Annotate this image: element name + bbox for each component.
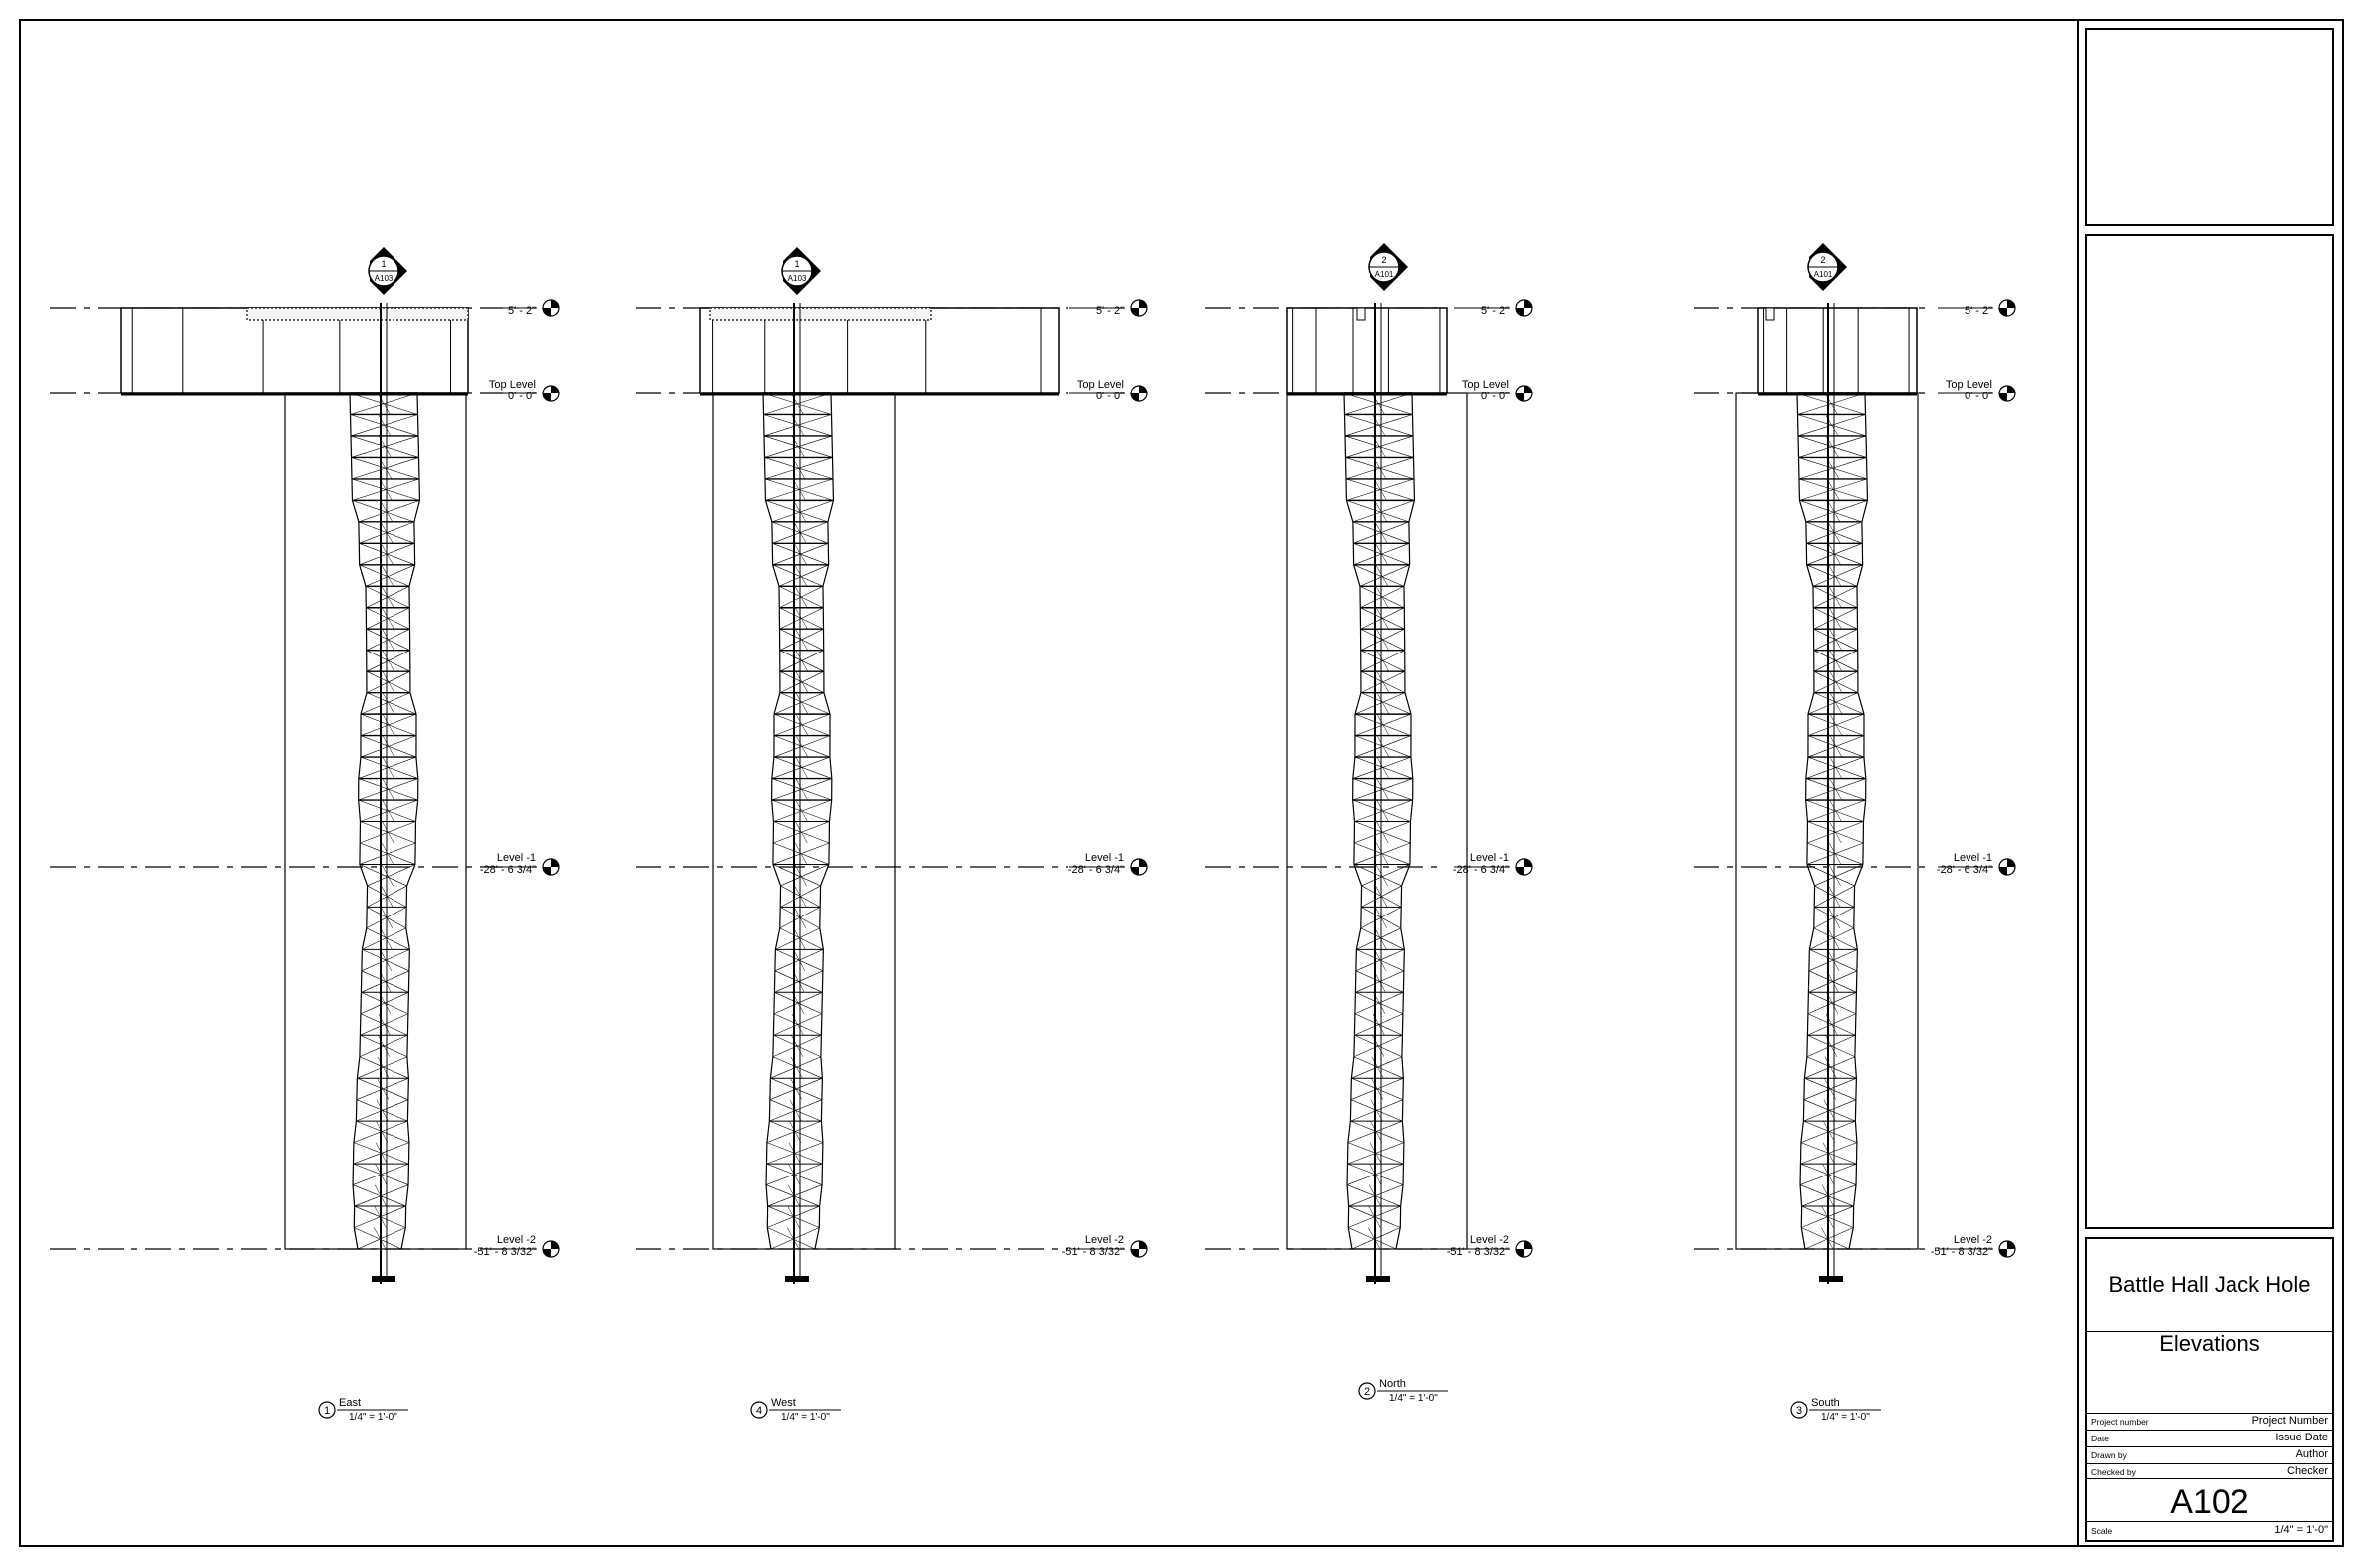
title-block-row xyxy=(2087,1413,2332,1430)
elevation-view-east xyxy=(50,247,559,1423)
level-marker-icon xyxy=(1131,1241,1147,1257)
jack-base xyxy=(1366,1276,1390,1282)
roof-hatch xyxy=(1766,308,1774,320)
jack-base xyxy=(785,1276,809,1282)
view-scale: 1/4" = 1'-0" xyxy=(1821,1412,1870,1423)
level-name: Level -1 xyxy=(1469,852,1509,864)
level-marker-icon xyxy=(1999,859,2015,875)
project-name: Battle Hall Jack Hole xyxy=(2087,1239,2332,1332)
level-elevation: 5' - 2" xyxy=(1095,305,1124,317)
section-ref-sheet: A101 xyxy=(1374,270,1394,279)
level-elevation: 0' - 0" xyxy=(1964,391,1992,402)
sheet-number: A102 xyxy=(2087,1478,2332,1525)
view-number: 3 xyxy=(1795,1405,1803,1417)
building-cap xyxy=(1287,308,1447,393)
view-name: South xyxy=(1811,1397,1840,1409)
level-name: Top Level xyxy=(1076,379,1124,391)
level-elevation: -51' - 8 3/32" xyxy=(1061,1246,1124,1258)
section-ref-number: 2 xyxy=(1381,255,1387,265)
level-name: Level -1 xyxy=(496,852,536,864)
level-name: Level -2 xyxy=(496,1234,536,1246)
title-block-row xyxy=(2087,1430,2332,1446)
level-elevation: 5' - 2" xyxy=(507,305,536,317)
jack-base xyxy=(372,1276,395,1282)
view-number: 4 xyxy=(755,1405,763,1417)
level-marker-icon xyxy=(543,1241,559,1257)
level-name: Level -2 xyxy=(1469,1234,1509,1246)
level-elevation: 0' - 0" xyxy=(1480,391,1509,402)
level-elevation: 5' - 2" xyxy=(1480,305,1509,317)
view-name: West xyxy=(771,1397,796,1409)
level-elevation: -28' - 6 3/4" xyxy=(1936,864,1992,876)
level-name: Top Level xyxy=(1945,379,1992,391)
level-elevation: -28' - 6 3/4" xyxy=(1067,864,1124,876)
section-ref-number: 1 xyxy=(381,259,387,269)
field-label: Date xyxy=(2091,1434,2109,1443)
field-value: Project Number xyxy=(2251,1415,2328,1427)
view-number: 2 xyxy=(1363,1386,1371,1398)
level-elevation: -51' - 8 3/32" xyxy=(1446,1246,1509,1258)
title-block-notes-area xyxy=(2085,234,2334,1229)
level-marker-icon xyxy=(1516,386,1532,401)
field-value: Author xyxy=(2295,1448,2328,1460)
field-value: Checker xyxy=(2287,1465,2328,1477)
field-label: Project number xyxy=(2091,1417,2149,1427)
level-elevation: -51' - 8 3/32" xyxy=(1930,1246,1992,1258)
section-marker-icon xyxy=(782,247,821,295)
level-elevation: -28' - 6 3/4" xyxy=(479,864,536,876)
scale-label: Scale xyxy=(2091,1526,2113,1536)
view-title xyxy=(751,1397,841,1423)
section-ref-sheet: A101 xyxy=(1813,270,1833,279)
section-marker-icon xyxy=(1808,243,1847,291)
shaft-structure xyxy=(350,303,419,1284)
view-scale: 1/4" = 1'-0" xyxy=(349,1412,397,1423)
level-name: Level -1 xyxy=(1953,852,1992,864)
building-cap xyxy=(1758,308,1917,393)
jack-base xyxy=(1819,1276,1843,1282)
view-title xyxy=(319,1397,408,1423)
scale-value: 1/4" = 1'-0" xyxy=(2274,1524,2328,1536)
roof-hatch xyxy=(1357,308,1365,320)
level-elevation: -28' - 6 3/4" xyxy=(1452,864,1509,876)
level-name: Level -2 xyxy=(1953,1234,1992,1246)
view-name: North xyxy=(1379,1378,1406,1390)
view-scale: 1/4" = 1'-0" xyxy=(1389,1393,1438,1404)
skylight xyxy=(710,308,931,320)
title-block xyxy=(2085,1237,2334,1542)
building-cap xyxy=(700,308,1059,393)
level-marker-icon xyxy=(1131,386,1147,401)
shaft-structure xyxy=(1344,303,1414,1284)
view-scale: 1/4" = 1'-0" xyxy=(781,1412,830,1423)
shaft-structure xyxy=(1797,303,1867,1284)
title-block-fields xyxy=(2087,1413,2332,1480)
scale-row xyxy=(2087,1521,2332,1540)
section-ref-sheet: A103 xyxy=(374,274,394,283)
level-name: Level -2 xyxy=(1084,1234,1124,1246)
section-ref-number: 1 xyxy=(794,259,800,269)
shaft-structure xyxy=(763,303,833,1284)
level-elevation: -51' - 8 3/32" xyxy=(473,1246,536,1258)
building-cap xyxy=(121,308,468,393)
level-name: Top Level xyxy=(488,379,536,391)
level-marker-icon xyxy=(543,859,559,875)
elevation-view-north xyxy=(1205,243,1532,1404)
sheet-name: Elevations xyxy=(2159,1331,2260,1356)
level-marker-icon xyxy=(1999,1241,2015,1257)
field-label: Drawn by xyxy=(2091,1450,2127,1460)
level-marker-icon xyxy=(1131,859,1147,875)
level-marker-icon xyxy=(1516,300,1532,316)
section-marker-icon xyxy=(369,247,407,295)
section-ref-sheet: A103 xyxy=(787,274,807,283)
elevation-view-west xyxy=(636,247,1147,1423)
view-title xyxy=(1359,1378,1448,1404)
section-marker-icon xyxy=(1369,243,1408,291)
level-marker-icon xyxy=(1516,1241,1532,1257)
sheet-border xyxy=(20,20,2343,1546)
elevation-view-south xyxy=(1694,243,2015,1423)
level-marker-icon xyxy=(1999,386,2015,401)
level-marker-icon xyxy=(543,300,559,316)
level-marker-icon xyxy=(1999,300,2015,316)
level-marker-icon xyxy=(543,386,559,401)
field-label: Checked by xyxy=(2091,1467,2136,1477)
level-name: Top Level xyxy=(1461,379,1509,391)
level-marker-icon xyxy=(1516,859,1532,875)
level-name: Level -1 xyxy=(1084,852,1124,864)
title-block-row xyxy=(2087,1446,2332,1463)
field-value: Issue Date xyxy=(2275,1432,2328,1443)
section-ref-number: 2 xyxy=(1820,255,1826,265)
view-title xyxy=(1791,1397,1881,1423)
view-number: 1 xyxy=(323,1405,331,1417)
skylight xyxy=(247,308,468,320)
title-block-logo-area xyxy=(2085,28,2334,226)
level-marker-icon xyxy=(1131,300,1147,316)
level-elevation: 0' - 0" xyxy=(1095,391,1124,402)
view-name: East xyxy=(339,1397,362,1409)
level-elevation: 0' - 0" xyxy=(507,391,536,402)
level-elevation: 5' - 2" xyxy=(1964,305,1992,317)
